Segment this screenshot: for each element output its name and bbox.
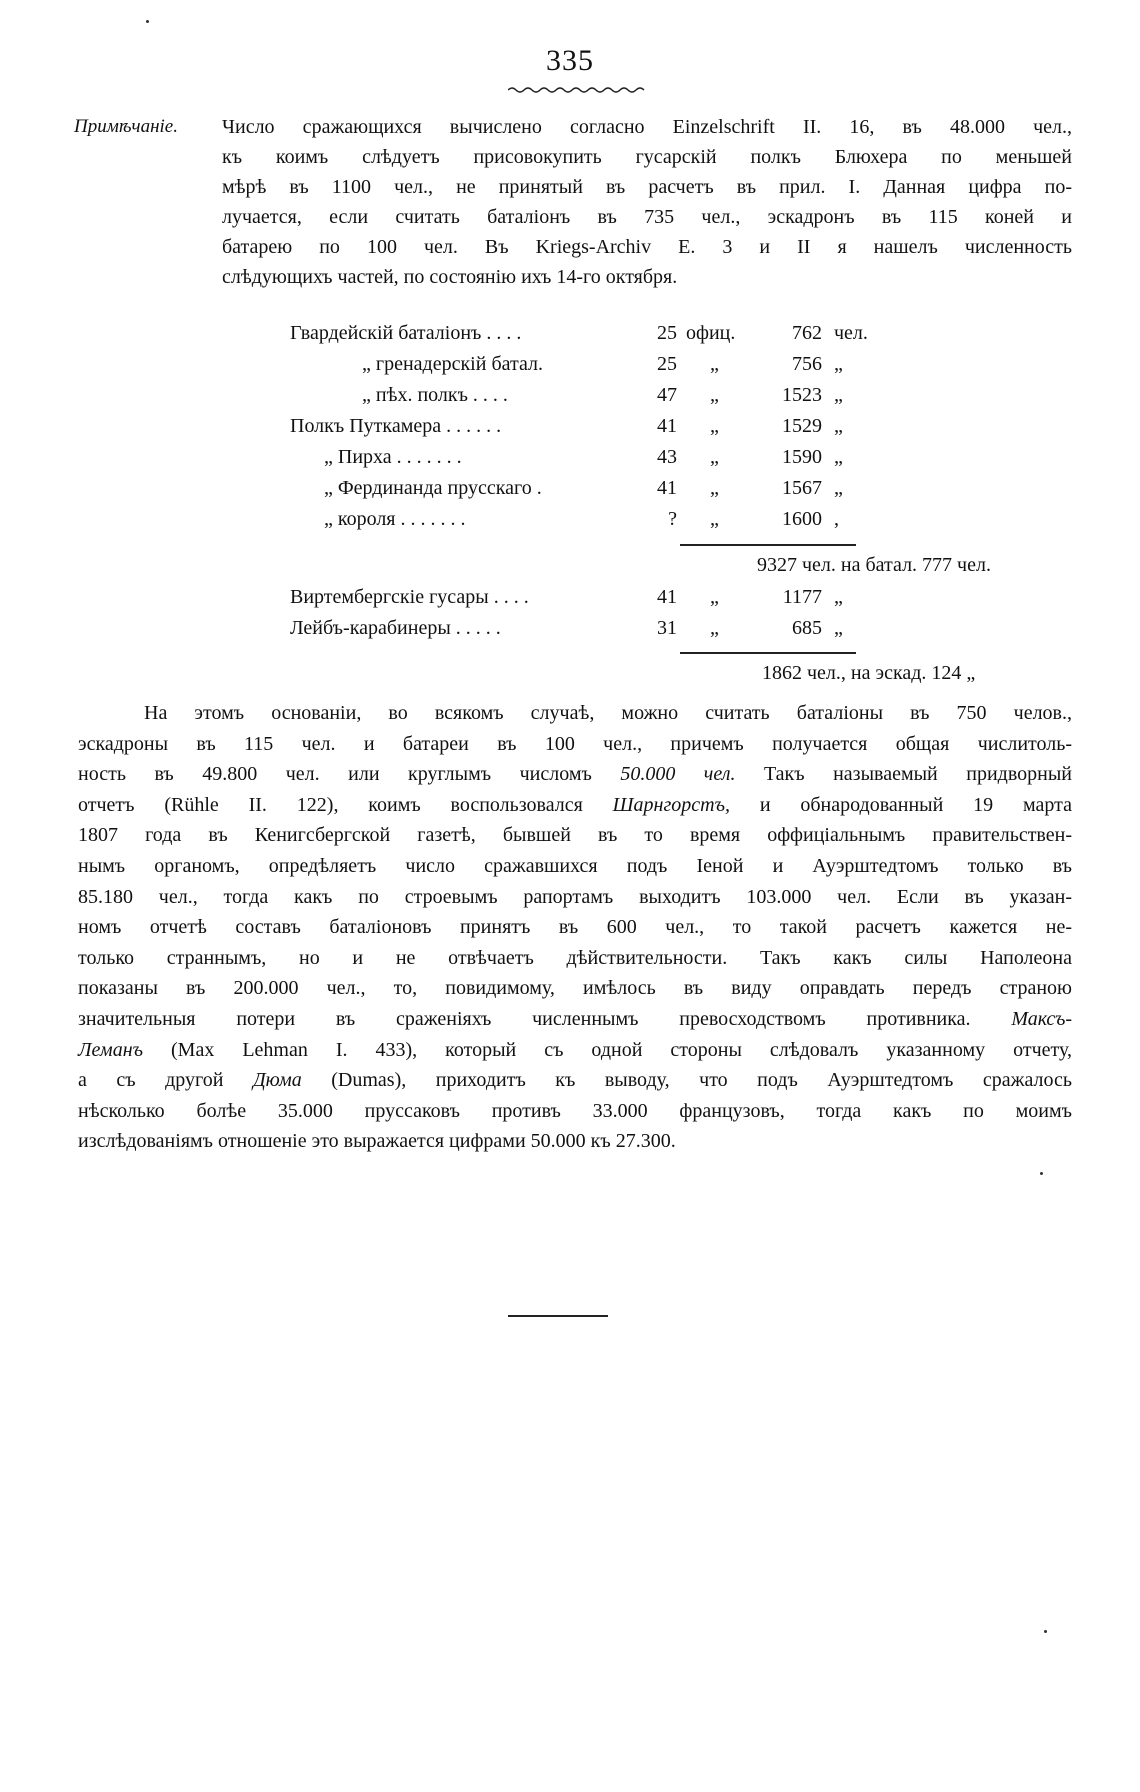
unit-name: Виртембергскіе гусары . . . .: [290, 586, 529, 608]
body-line: изслѣдованіямъ отношеніе это выражается цифрами 50.000 къ 27.300.: [78, 1130, 676, 1153]
men-unit: чел.: [834, 322, 868, 344]
officers-count: 41: [657, 477, 677, 499]
unit-name: „ Пирха . . . . . . .: [324, 446, 462, 468]
body-line: [78, 790, 1072, 821]
body-line: [78, 759, 1072, 790]
end-rule: [508, 1315, 608, 1317]
italic-run: Дюма: [252, 1069, 302, 1092]
men-count: 756: [792, 353, 822, 375]
body-paragraph: [78, 698, 1072, 1157]
italic-run: Шарнгорстъ,: [612, 793, 730, 816]
men-unit: „: [834, 353, 843, 375]
table-row: [290, 353, 1090, 383]
body-line: эскадроны въ 115 чел. и батареи въ 100 чел., причемъ получается общая числитоль-: [78, 732, 1072, 755]
table-row: [290, 322, 1090, 352]
officers-count: 41: [657, 586, 677, 608]
body-line: 85.180 чел., тогда какъ по строевымъ рапортамъ выходитъ 103.000 чел. Если въ указан-: [78, 885, 1072, 908]
text-run: (Max Lehman I. 433), который съ одной стороны слѣдовалъ указанному отчету,: [143, 1038, 1072, 1061]
men-count: 762: [792, 322, 822, 344]
body-line: На этомъ основаніи, во всякомъ случаѣ, можно считать баталіоны въ 750 челов.,: [144, 702, 1072, 724]
unit-name: Гвардейскій баталіонъ . . . .: [290, 322, 522, 344]
unit-name: „ пѣх. полкъ . . . .: [362, 384, 508, 406]
men-count: 1600: [782, 508, 822, 530]
men-count: 1523: [782, 384, 822, 406]
men-unit: „: [834, 477, 843, 499]
sum-rule: [680, 652, 856, 654]
officers-unit: „: [710, 617, 719, 639]
text-run: Такъ называемый придворный: [735, 763, 1072, 786]
text-run: и обнародованный 19 марта: [729, 793, 1072, 816]
men-unit: „: [834, 384, 843, 406]
men-unit: „: [834, 446, 843, 468]
note-line: слѣдующихъ частей, по состоянію ихъ 14-го октября.: [222, 266, 678, 288]
note-line: мѣрѣ въ 1100 чел., не принятый въ расчетъ въ прил. I. Данная цифра по-: [222, 176, 1072, 198]
officers-unit: „: [710, 353, 719, 375]
officers-count: 25: [657, 353, 677, 375]
body-line: нымъ органомъ, опредѣляетъ число сражавшихся подъ Іеной и Ауэрштедтомъ только въ: [78, 854, 1072, 877]
note-text: [222, 112, 1072, 292]
body-line: номъ отчетѣ составъ баталіоновъ принятъ въ 600 чел., то такой расчетъ кажется не-: [78, 916, 1072, 939]
wavy-ornament: [508, 86, 648, 94]
officers-unit: „: [710, 586, 719, 608]
unit-name: Лейбъ-карабинеры . . . . .: [290, 617, 501, 639]
italic-run: 50.000 чел.: [620, 763, 736, 786]
men-count: 1529: [782, 415, 822, 437]
officers-unit: „: [710, 415, 719, 437]
body-line: [78, 1004, 1072, 1035]
note-line: лучается, если считать баталіонъ въ 735 чел., эскадронъ въ 115 коней и: [222, 206, 1072, 228]
unit-name: Полкъ Путкамера . . . . . .: [290, 415, 502, 437]
officers-count: 43: [657, 446, 677, 468]
officers-count: 25: [657, 322, 677, 344]
table-row: [290, 446, 1090, 476]
men-count: 685: [792, 617, 822, 639]
note-line: батарею по 100 чел. Въ Kriegs-Archiv E. 3 и II я нашелъ численность: [222, 236, 1072, 258]
unit-name: „ гренадерскій батал.: [362, 353, 543, 375]
body-line: показаны въ 200.000 чел., то, повидимому, имѣлось въ виду оправдать передъ страною: [78, 977, 1072, 1000]
body-line: 1807 года въ Кенигсбергской газетѣ, бывшей въ то время оффиціальнымъ правительствен-: [78, 824, 1072, 847]
officers-count: ?: [668, 508, 677, 530]
men-unit: „: [834, 415, 843, 437]
table-row: [290, 586, 1090, 616]
sum-rule: [680, 544, 856, 546]
text-run: (Dumas), приходитъ къ выводу, что подъ Ауэрштедтомъ сражалось: [301, 1069, 1072, 1092]
italic-run: Максъ-: [1011, 1007, 1072, 1030]
note-label: Примѣчаніе.: [74, 116, 178, 137]
battalion-total: 9327 чел. на батал. 777 чел.: [757, 554, 991, 576]
body-line: [78, 1035, 1072, 1066]
men-unit: „: [834, 617, 843, 639]
table-row: [290, 415, 1090, 445]
men-count: 1567: [782, 477, 822, 499]
body-line: только страннымъ, но и не отвѣчаетъ дѣйствительности. Такъ какъ силы Наполеона: [78, 946, 1072, 969]
officers-unit: „: [710, 384, 719, 406]
print-speck: [1044, 1630, 1047, 1633]
men-count: 1590: [782, 446, 822, 468]
officers-count: 31: [657, 617, 677, 639]
text-run: а съ другой: [78, 1069, 253, 1092]
text-run: значительныя потери въ сраженіяхъ численнымъ превосходствомъ противника.: [78, 1007, 1012, 1030]
table-row: [290, 508, 1090, 538]
men-unit: „: [834, 586, 843, 608]
text-run: отчетъ (Rühle II. 122), коимъ воспользовался: [78, 793, 613, 816]
text-run: ность въ 49.800 чел. или круглымъ числомъ: [78, 763, 621, 786]
officers-count: 47: [657, 384, 677, 406]
italic-run: Леманъ: [78, 1038, 143, 1061]
unit-name: „ Фердинанда прусскаго .: [324, 477, 542, 499]
officers-unit: „: [710, 508, 719, 530]
men-unit: ,: [834, 508, 839, 530]
print-speck: [1040, 1172, 1043, 1175]
unit-name: „ короля . . . . . . .: [324, 508, 466, 530]
officers-unit: „: [710, 477, 719, 499]
men-count: 1177: [782, 586, 822, 608]
print-speck: [146, 20, 149, 23]
body-line: нѣсколько болѣе 35.000 пруссаковъ противъ 33.000 французовъ, тогда какъ по моимъ: [78, 1099, 1072, 1122]
page-number: 335: [546, 44, 594, 77]
table-row: [290, 384, 1090, 414]
officers-unit: офиц.: [686, 322, 736, 344]
officers-count: 41: [657, 415, 677, 437]
note-line: Число сражающихся вычислено согласно Einzelschrift II. 16, въ 48.000 чел.,: [222, 116, 1072, 138]
table-row: [290, 617, 1090, 647]
cavalry-total: 1862 чел., на эскад. 124 „: [762, 662, 976, 684]
body-line: [78, 1065, 1072, 1096]
table-row: [290, 477, 1090, 507]
officers-unit: „: [710, 446, 719, 468]
note-line: къ коимъ слѣдуетъ присовокупить гусарскій полкъ Блюхера по меньшей: [222, 146, 1072, 168]
